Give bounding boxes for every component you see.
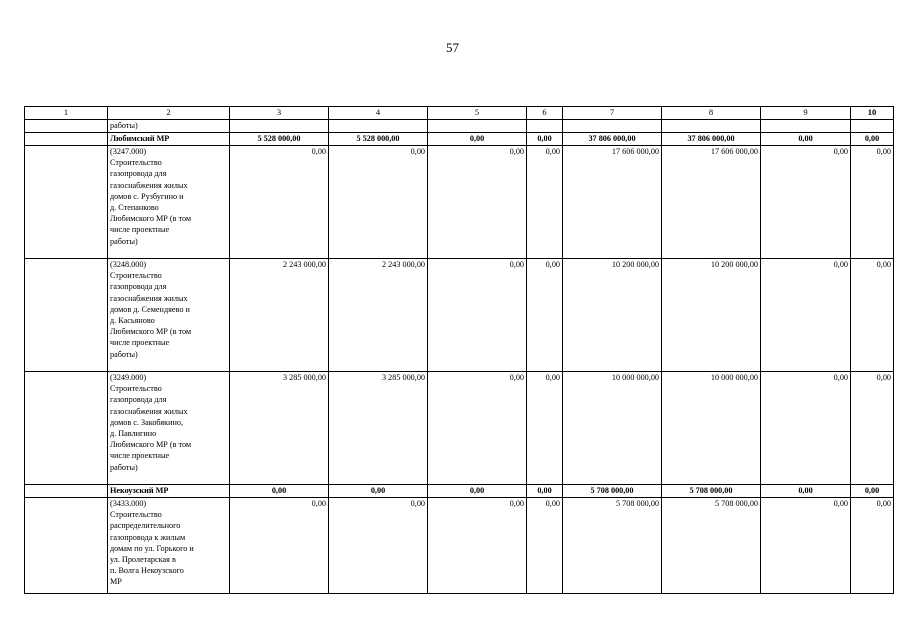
- cell-value: 0,00: [761, 372, 851, 485]
- total-value: 37 806 000,00: [662, 133, 761, 146]
- total-value: 37 806 000,00: [563, 133, 662, 146]
- project-description: (3247.000) Строительство газопровода для газоснабжения жилых домов с. Рузбугино и д. Степанково Любимского МР (в том числе проектные работы): [108, 146, 230, 259]
- page-number: 57: [446, 40, 459, 55]
- total-value: 0,00: [527, 133, 563, 146]
- total-value: 5 708 000,00: [662, 485, 761, 498]
- cell-value: 0,00: [428, 146, 527, 259]
- cell-value: 3 285 000,00: [329, 372, 428, 485]
- district-total-row-nekouz: [25, 485, 894, 498]
- cell-value: 0,00: [527, 146, 563, 259]
- cell-value: 0,00: [329, 146, 428, 259]
- cell-value: 10 000 000,00: [662, 372, 761, 485]
- cell-value: 2 243 000,00: [329, 259, 428, 372]
- cell-value: 0,00: [428, 372, 527, 485]
- cell-value: 0,00: [851, 146, 894, 259]
- total-value: 0,00: [428, 133, 527, 146]
- total-value: 5 528 000,00: [230, 133, 329, 146]
- total-value: 0,00: [428, 485, 527, 498]
- cell-value: 10 000 000,00: [563, 372, 662, 485]
- cell-value: 0,00: [851, 259, 894, 372]
- district-name: Некоузский МР: [108, 485, 230, 498]
- cell-value: 0,00: [527, 498, 563, 594]
- total-value: 5 528 000,00: [329, 133, 428, 146]
- cell-value: 2 243 000,00: [230, 259, 329, 372]
- district-total-row-lyubimsky: [25, 133, 894, 146]
- col-header-1: 1: [25, 107, 108, 120]
- cell-value: 0,00: [428, 259, 527, 372]
- cell-value: 10 200 000,00: [563, 259, 662, 372]
- cell-value: 0,00: [527, 372, 563, 485]
- continuation-text: работы): [108, 120, 230, 133]
- total-value: 5 708 000,00: [563, 485, 662, 498]
- cell-value: 0,00: [761, 498, 851, 594]
- col-header-3: 3: [230, 107, 329, 120]
- project-description: (3249.000) Строительство газопровода для газоснабжения жилых домов с. Закобякино, д. Павлигино Любимского МР (в том числе проектные работы): [108, 372, 230, 485]
- district-name: Любимский МР: [108, 133, 230, 146]
- cell-value: 10 200 000,00: [662, 259, 761, 372]
- cell-value: 17 606 000,00: [662, 146, 761, 259]
- table-row: [25, 498, 894, 594]
- cell-value: 0,00: [761, 146, 851, 259]
- cell-value: 0,00: [527, 259, 563, 372]
- total-value: 0,00: [761, 485, 851, 498]
- cell-value: 0,00: [428, 498, 527, 594]
- col-header-4: 4: [329, 107, 428, 120]
- total-value: 0,00: [329, 485, 428, 498]
- cell-value: 5 708 000,00: [563, 498, 662, 594]
- cell-value: 0,00: [230, 146, 329, 259]
- budget-table: [24, 106, 894, 594]
- column-number-header-row: [25, 107, 894, 120]
- table-row: [25, 146, 894, 259]
- cell-value: 0,00: [230, 498, 329, 594]
- table-row: [25, 372, 894, 485]
- col-header-9: 9: [761, 107, 851, 120]
- col-header-8: 8: [662, 107, 761, 120]
- col-header-5: 5: [428, 107, 527, 120]
- continuation-row: [25, 120, 894, 133]
- total-value: 0,00: [761, 133, 851, 146]
- total-value: 0,00: [527, 485, 563, 498]
- cell-value: 0,00: [851, 372, 894, 485]
- cell-value: 3 285 000,00: [230, 372, 329, 485]
- cell-value: 0,00: [851, 498, 894, 594]
- col-header-7: 7: [563, 107, 662, 120]
- cell-value: 5 708 000,00: [662, 498, 761, 594]
- cell-value: 0,00: [761, 259, 851, 372]
- total-value: 0,00: [230, 485, 329, 498]
- total-value: 0,00: [851, 485, 894, 498]
- cell-value: 17 606 000,00: [563, 146, 662, 259]
- project-description: (3248.000) Строительство газопровода для газоснабжения жилых домов д. Семендяево и д. Касьяново Любимского МР (в том числе проектные работы): [108, 259, 230, 372]
- col-header-6: 6: [527, 107, 563, 120]
- table-row: [25, 259, 894, 372]
- cell-value: 0,00: [329, 498, 428, 594]
- col-header-2: 2: [108, 107, 230, 120]
- col-header-10: 10: [851, 107, 894, 120]
- project-description: (3433.000) Строительство распределительного газопровода к жилым домам по ул. Горького и ул. Пролетарская в п. Волга Некоузского МР: [108, 498, 230, 594]
- total-value: 0,00: [851, 133, 894, 146]
